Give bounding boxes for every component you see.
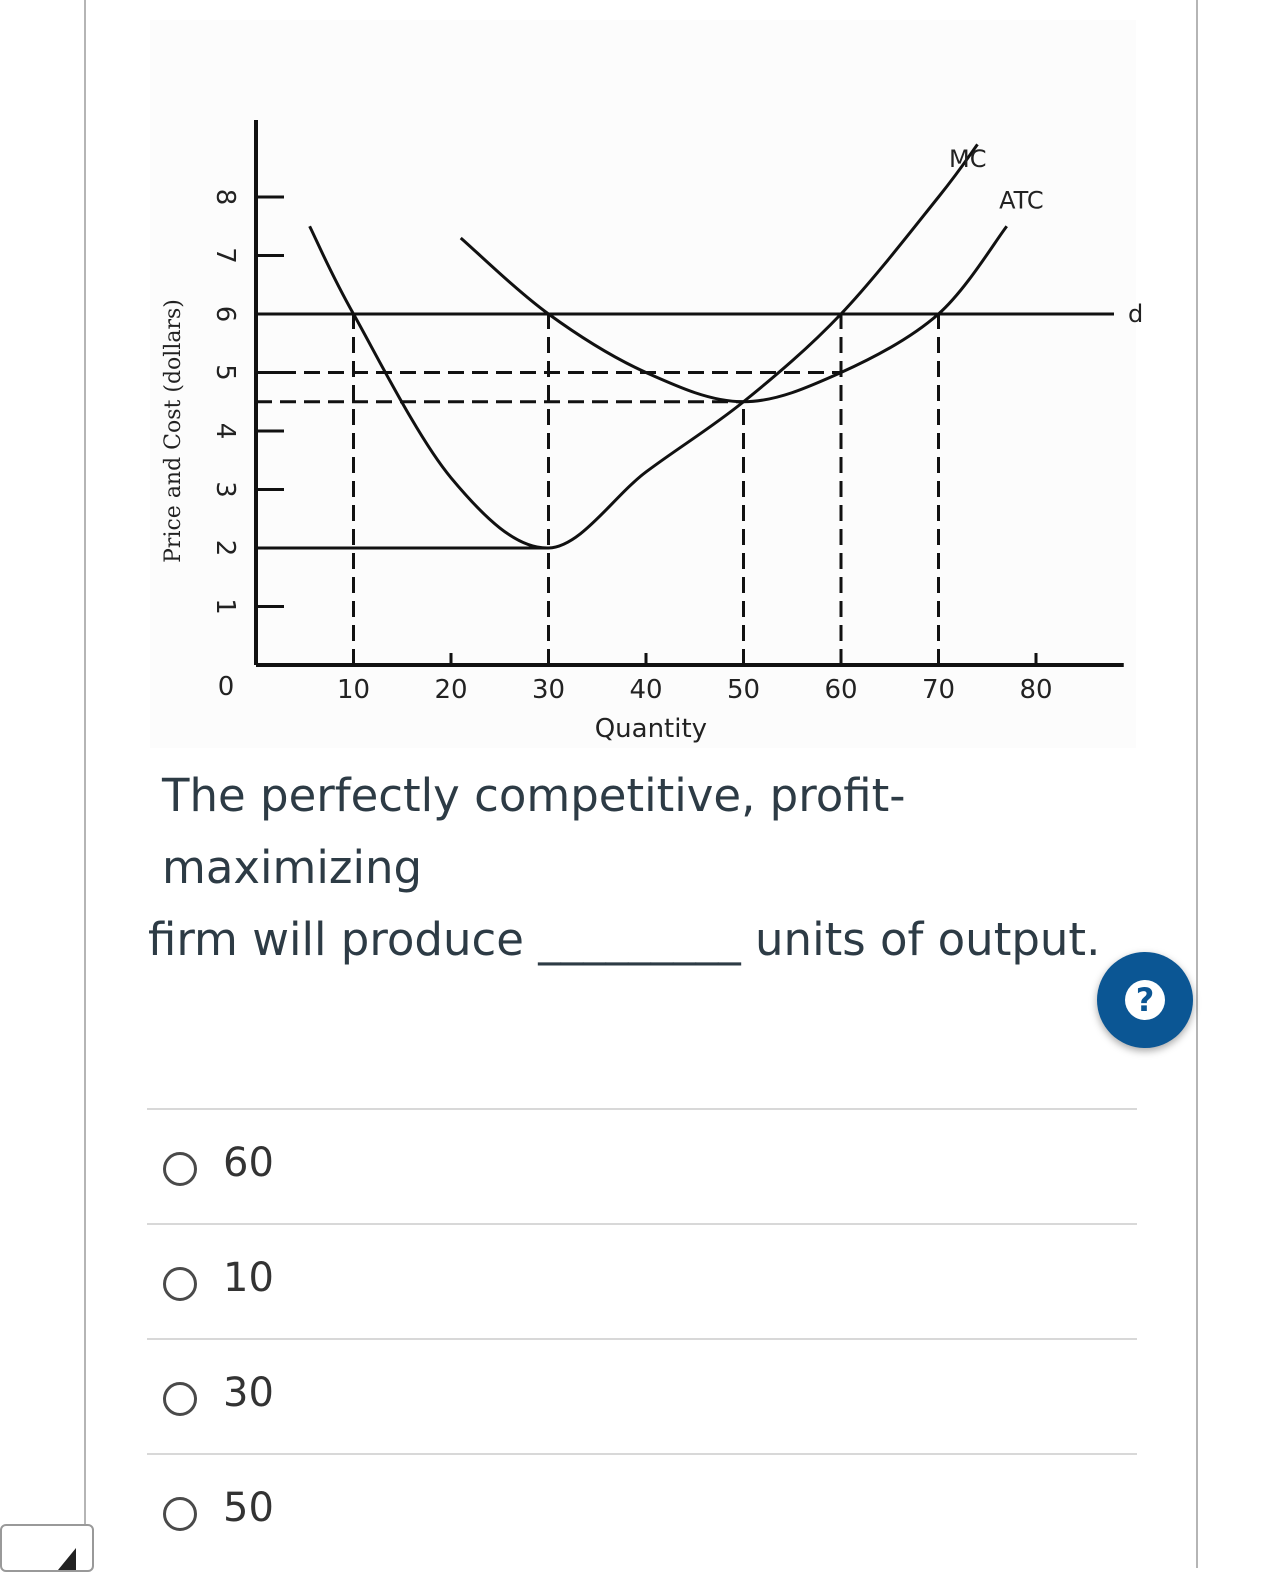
- y-tick-label: 2: [210, 539, 240, 557]
- radio-button[interactable]: [163, 1152, 197, 1186]
- y-tick-label: 5: [210, 364, 240, 381]
- drawer-toggle[interactable]: [0, 1524, 94, 1572]
- series-label-d: d: [1128, 300, 1144, 328]
- question-line-1: The perfectly competitive, profit-maximizing: [162, 769, 906, 894]
- x-tick-label: 30: [531, 675, 566, 705]
- cost-curve-chart: [150, 20, 1144, 748]
- question-line-2: firm will produce _________ units of output.: [148, 913, 1101, 966]
- answer-option-label: 10: [223, 1255, 274, 1301]
- series-mc-curve: [310, 144, 978, 548]
- origin-label: 0: [217, 672, 235, 702]
- x-tick-label: 70: [921, 675, 956, 705]
- x-axis-label: Quantity: [594, 714, 708, 744]
- y-tick-label: 3: [210, 481, 240, 498]
- question-circle-icon: ?: [1125, 980, 1165, 1020]
- y-tick-label: 4: [210, 422, 240, 440]
- answer-option-50[interactable]: [147, 1453, 1137, 1568]
- answer-options: [147, 1108, 1137, 1568]
- y-tick-label: 8: [210, 188, 240, 206]
- answer-option-label: 30: [223, 1370, 274, 1416]
- x-tick-label: 50: [726, 675, 761, 705]
- radio-button[interactable]: [163, 1382, 197, 1416]
- y-axis-label: Price and Cost (dollars): [161, 299, 186, 563]
- x-tick-label: 10: [336, 675, 371, 705]
- series-label-atc: ATC: [999, 186, 1044, 215]
- radio-button[interactable]: [163, 1267, 197, 1301]
- page-frame-right: [1196, 0, 1198, 1568]
- chart-svg: [150, 20, 1144, 748]
- radio-button[interactable]: [163, 1497, 197, 1531]
- x-tick-label: 40: [629, 675, 663, 705]
- x-tick-label: 60: [824, 675, 858, 705]
- y-tick-label: 7: [210, 247, 240, 264]
- series-label-mc: MC: [949, 144, 987, 173]
- answer-option-30[interactable]: [147, 1338, 1137, 1453]
- y-tick-label: 6: [210, 305, 240, 323]
- answer-option-label: 60: [223, 1140, 274, 1186]
- y-tick-label: 1: [210, 598, 240, 615]
- answer-option-label: 50: [223, 1485, 274, 1531]
- triangle-icon: [58, 1548, 76, 1570]
- question-text: [148, 760, 1108, 976]
- answer-option-60[interactable]: [147, 1108, 1137, 1223]
- x-tick-label: 80: [1019, 675, 1053, 705]
- help-button[interactable]: [1097, 952, 1193, 1048]
- x-tick-label: 20: [434, 675, 468, 705]
- answer-option-10[interactable]: [147, 1223, 1137, 1338]
